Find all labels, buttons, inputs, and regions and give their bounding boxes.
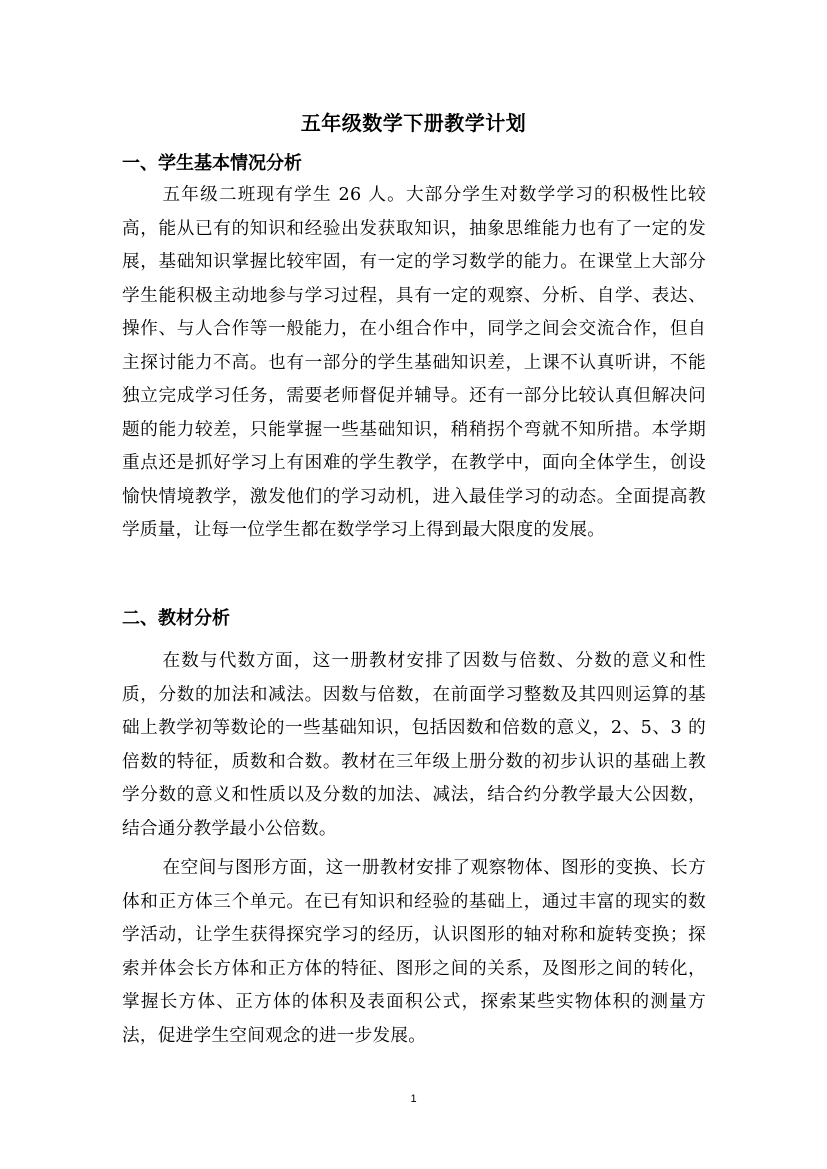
paragraph-space-geometry: 在空间与图形方面，这一册教材安排了观察物体、图形的变换、长方体和正方体三个单元。在已有知识和经验的基础上，通过丰富的现实的数学活动，让学生获得探究学习的经历，认识图形的轴对称和旋转变换；探索并体会长方体和正方体的特征、图形之间的关系，及图形之间的转化，掌握长方体、正方体的体积及表面积公式，探索某些实物体积的测量方法，促进学生空间观念的进一步发展。: [122, 858, 706, 1046]
document-title: 五年级数学下册教学计划: [300, 111, 527, 135]
paragraph-student-analysis: 五年级二班现有学生 26 人。大部分学生对数学学习的积极性比较高，能从已有的知识和经验出发获取知识，抽象思维能力也有了一定的发展，基础知识掌握比较牢固，有一定的学习数学的能力。在课堂上大部分学生能积极主动地参与学习过程，具有一定的观察、分析、自学、表达、操作、与人合作等一般能力，在小组合作中，同学之间会交流合作，但自主探讨能力不高。也有一部分的学生基础知识差，上课不认真听讲，不能独立完成学习任务，需要老师督促并辅导。还有一部分比较认真但解决问题的能力较差，只能掌握一些基础知识，稍稍拐个弯就不知所措。本学期重点还是抓好学习上有困难的学生教学，在教学中，面向全体学生，创设愉快情境教学，激发他们的学习动机，进入最佳学习的动态。全面提高教学质量，让每一位学生都在数学学习上得到最大限度的发展。: [122, 185, 706, 540]
section-heading-textbook-analysis: 二、教材分析: [122, 608, 230, 629]
page-number: 1: [410, 1093, 417, 1105]
paragraph-number-algebra: 在数与代数方面，这一册教材安排了因数与倍数、分数的意义和性质，分数的加法和减法。因数与倍数，在前面学习整数及其四则运算的基础上教学初等数论的一些基础知识，包括因数和倍数的意义，2、5、3 的倍数的特征，质数和合数。教材在三年级上册分数的初步认识的基础上教学分数的意义和性质以及分数的加法、减法，结合约分教学最大公因数，结合通分教学最小公倍数。: [122, 651, 706, 839]
section-heading-student-analysis: 一、学生基本情况分析: [122, 153, 302, 174]
